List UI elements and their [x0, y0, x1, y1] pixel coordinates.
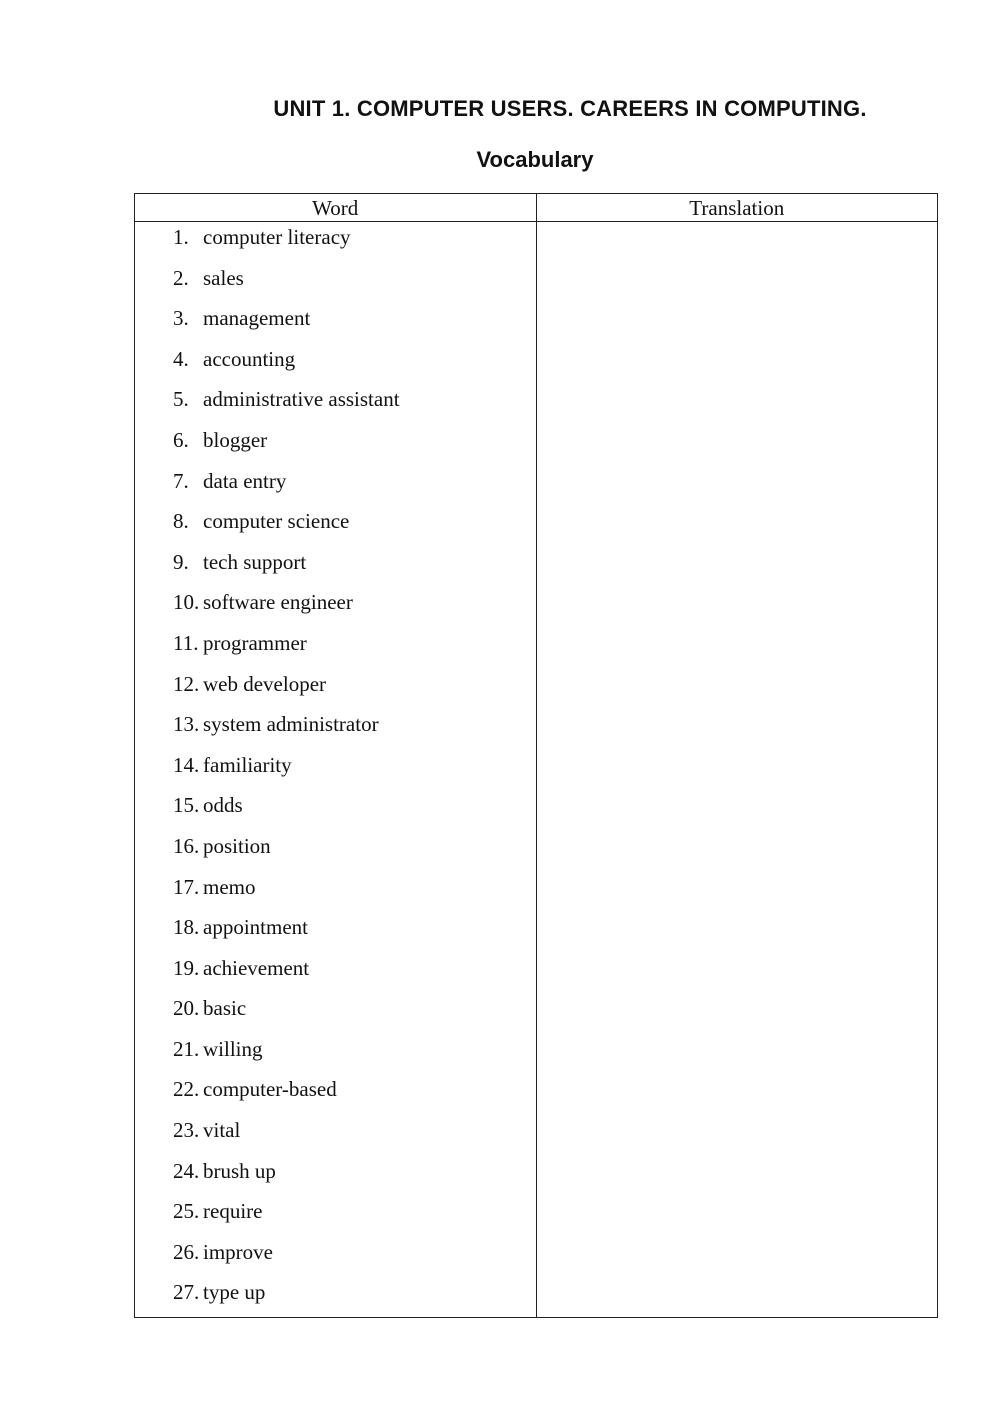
list-item [173, 468, 400, 509]
list-item [173, 752, 400, 793]
item-word: vital [203, 1118, 241, 1143]
item-word: computer literacy [203, 225, 351, 249]
item-word: sales [203, 265, 244, 290]
list-item [173, 995, 400, 1036]
word-column [135, 222, 536, 1317]
list-item [173, 874, 400, 915]
word-column-header: Word [312, 196, 359, 220]
item-word: type up [203, 1280, 266, 1305]
list-item [173, 265, 400, 306]
item-number: 4. [173, 346, 189, 371]
list-item [173, 833, 400, 874]
item-number: 22. [173, 1077, 200, 1102]
item-number: 15. [173, 793, 200, 818]
item-word: appointment [203, 915, 308, 940]
item-number: 13. [173, 712, 200, 737]
list-item [173, 224, 400, 265]
list-item [173, 549, 400, 590]
item-number: 25. [173, 1199, 200, 1224]
list-item [173, 671, 400, 712]
item-word: web developer [203, 671, 327, 696]
section-title: Vocabulary [476, 147, 594, 172]
item-word: management [203, 306, 311, 331]
translation-column-header: Translation [536, 194, 938, 221]
list-item [173, 386, 400, 427]
item-word: programmer [203, 630, 307, 655]
list-item [173, 1158, 400, 1199]
item-number: 23. [173, 1118, 200, 1143]
item-word: odds [203, 793, 243, 818]
item-number: 26. [173, 1239, 200, 1264]
list-item [173, 1239, 400, 1280]
item-number: 6. [173, 427, 189, 452]
list-item [173, 305, 400, 346]
item-number: 16. [173, 833, 200, 858]
item-word: software engineer [203, 590, 353, 615]
list-item [173, 792, 400, 833]
item-word: memo [203, 874, 256, 899]
item-word: computer science [203, 509, 350, 534]
item-number: 20. [173, 996, 200, 1021]
item-word: basic [203, 996, 247, 1021]
item-number: 10. [173, 590, 200, 615]
item-number: 21. [173, 1036, 200, 1061]
item-number: 8. [173, 509, 189, 534]
item-number: 7. [173, 468, 189, 493]
item-number: 2. [173, 265, 189, 290]
item-word: familiarity [203, 752, 292, 777]
item-number: 1. [173, 225, 189, 249]
item-word: computer-based [203, 1077, 337, 1102]
item-number: 18. [173, 915, 200, 940]
item-number: 19. [173, 955, 200, 980]
item-word: tech support [203, 549, 307, 574]
list-item [173, 1279, 400, 1320]
item-number: 14. [173, 752, 200, 777]
translation-column[interactable] [536, 222, 938, 1317]
item-number: 11. [173, 630, 199, 655]
item-word: system administrator [203, 712, 379, 737]
list-item [173, 427, 400, 468]
list-item [173, 914, 400, 955]
list-item [173, 955, 400, 996]
item-word: require [203, 1199, 263, 1224]
list-item [173, 1198, 400, 1239]
item-word: accounting [203, 346, 296, 371]
list-item [173, 508, 400, 549]
list-item [173, 1036, 400, 1077]
vocabulary-table [134, 193, 938, 1318]
item-word: position [203, 833, 271, 858]
list-item [173, 1076, 400, 1117]
item-word: willing [203, 1036, 263, 1061]
item-number: 3. [173, 306, 189, 331]
item-word: achievement [203, 955, 310, 980]
item-number: 5. [173, 387, 189, 412]
item-number: 12. [173, 671, 200, 696]
list-item [173, 630, 400, 671]
table-body [135, 222, 937, 1317]
list-item [173, 711, 400, 752]
item-number: 17. [173, 874, 200, 899]
item-word: data entry [203, 468, 287, 493]
item-number: 27. [173, 1280, 200, 1305]
list-item [173, 1117, 400, 1158]
table-header [135, 194, 937, 222]
list-item [173, 346, 400, 387]
page-title: UNIT 1. COMPUTER USERS. CAREERS IN COMPUTING. [273, 96, 867, 121]
item-word: brush up [203, 1158, 276, 1183]
list-item [173, 589, 400, 630]
item-word: blogger [203, 427, 268, 452]
item-word: administrative assistant [203, 387, 400, 412]
item-number: 9. [173, 549, 189, 574]
word-list [173, 224, 400, 1320]
item-number: 24. [173, 1158, 200, 1183]
item-word: improve [203, 1239, 273, 1264]
